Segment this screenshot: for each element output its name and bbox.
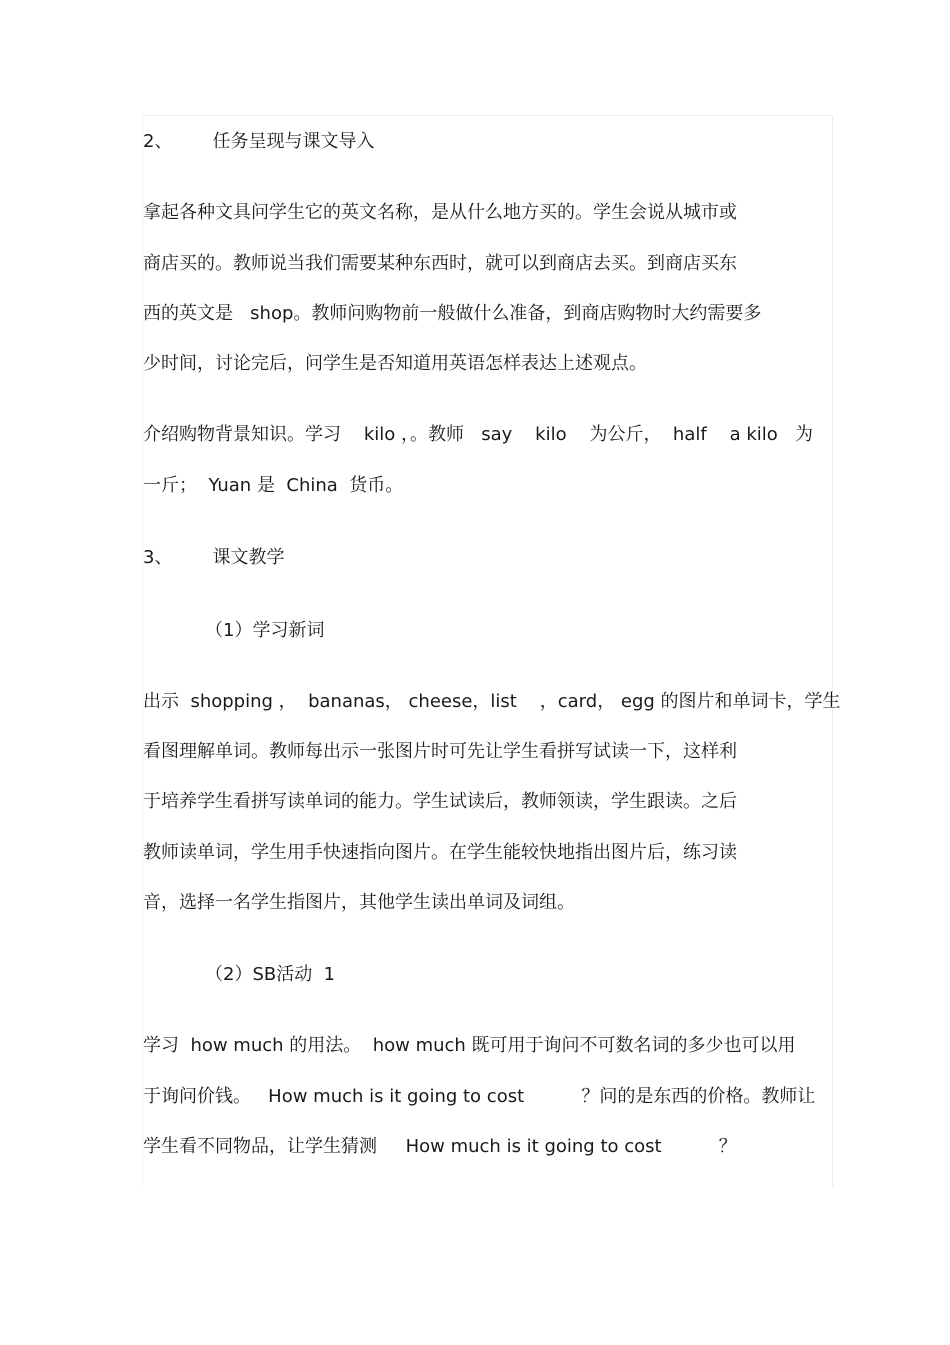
paragraph-line: 介绍购物背景知识。学习 kilo ，。教师 say kilo 为公斤， half a kilo 为	[143, 424, 813, 445]
paragraph-line: 拿起各种文具问学生它的英文名称，是从什么地方买的。学生会说从城市或	[143, 202, 737, 223]
paragraph-line: 于询问价钱。 How much is it going to cost ？问的是东西的价格。教师让	[143, 1086, 816, 1107]
paragraph-line: 学生看不同物品，让学生猜测 How much is it going to cost ？	[143, 1136, 737, 1157]
subsection-1-heading: （1）学习新词	[205, 620, 325, 641]
paragraph-line: 西的英文是 shop。教师问购物前一般做什么准备，到商店购物时大约需要多	[143, 303, 762, 324]
paragraph-line: 商店买的。教师说当我们需要某种东西时，就可以到商店去买。到商店买东	[143, 253, 737, 274]
section-2-heading: 2、 任务呈现与课文导入	[143, 131, 375, 152]
paragraph-line: 于培养学生看拼写读单词的能力。学生试读后，教师领读，学生跟读。之后	[143, 791, 737, 812]
paragraph-line: 教师读单词，学生用手快速指向图片。在学生能较快地指出图片后，练习读	[143, 842, 737, 863]
paragraph-line: 少时间，讨论完后，问学生是否知道用英语怎样表达上述观点。	[143, 353, 647, 374]
section-3-heading: 3、 课文教学	[143, 547, 285, 568]
paragraph-line: 出示 shopping ， bananas， cheese，list ，card， egg 的图片和单词卡，学生	[143, 691, 841, 712]
paragraph-line: 学习 how much 的用法。 how much 既可用于询问不可数名词的多少也可以用	[143, 1035, 796, 1056]
paragraph-line: 音，选择一名学生指图片，其他学生读出单词及词组。	[143, 892, 575, 913]
subsection-2-heading: （2）SB活动 1	[205, 964, 336, 985]
paragraph-line: 看图理解单词。教师每出示一张图片时可先让学生看拼写试读一下，这样利	[143, 741, 737, 762]
paragraph-line: 一斤； Yuan 是 China 货币。	[143, 475, 404, 496]
